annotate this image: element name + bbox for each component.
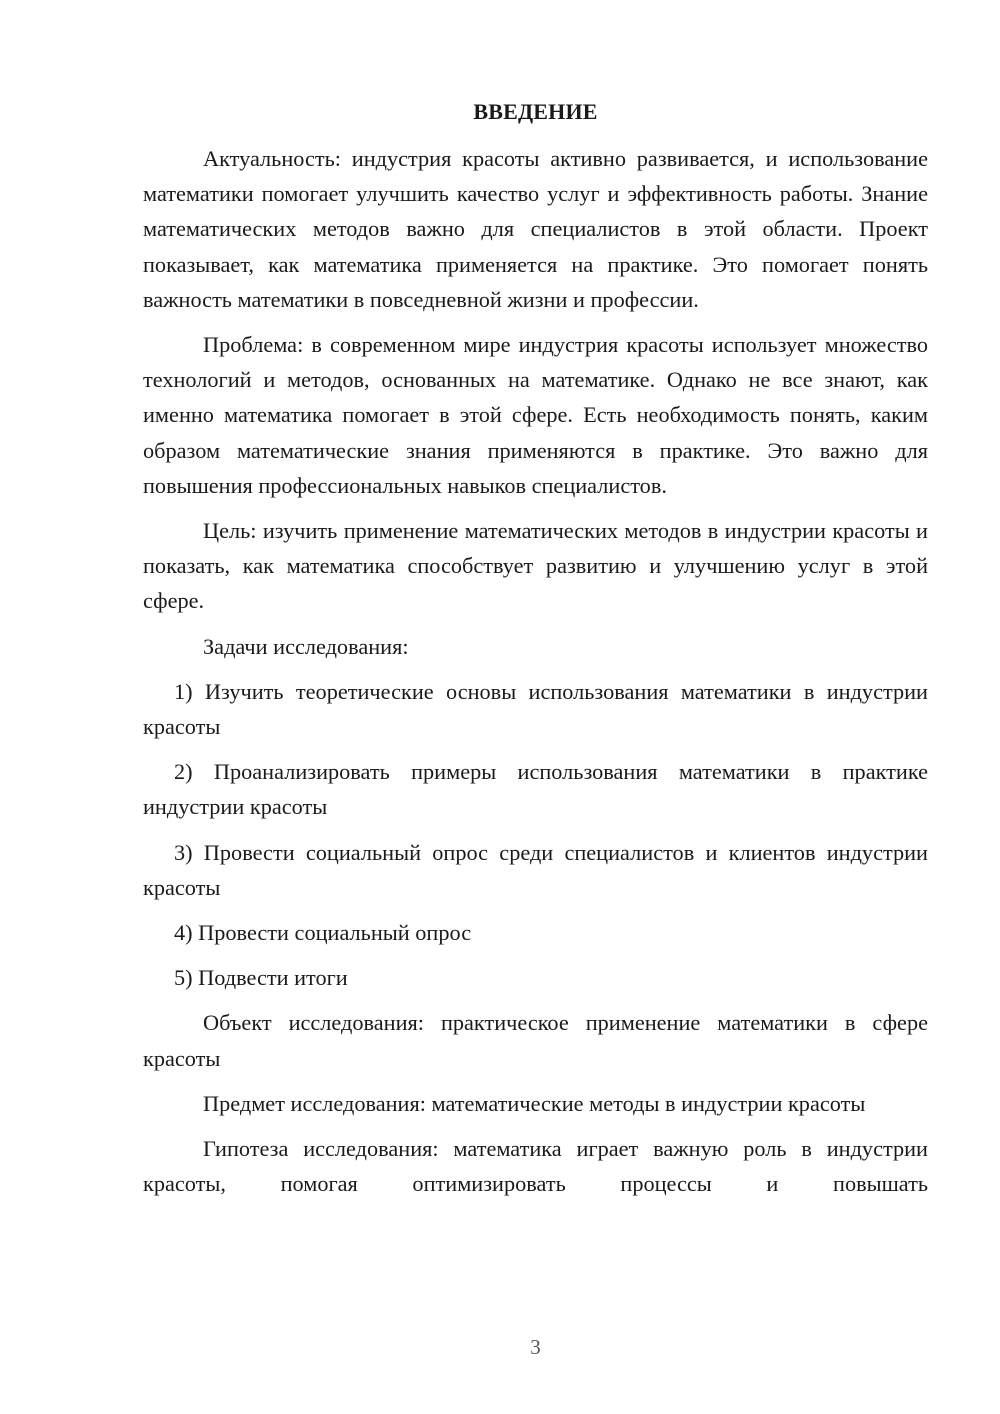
hypothesis-paragraph: Гипотеза исследования: математика играет важную роль в индустрии красоты, помогая оптимизировать процессы и повышать	[143, 1136, 928, 1197]
task-item-5: 5) Подвести итоги	[174, 965, 348, 991]
task-item-2: 2) Проанализировать примеры использования математики в практике индустрии красоты	[143, 759, 928, 820]
subject-paragraph: Предмет исследования: математические методы в индустрии красоты	[203, 1090, 866, 1116]
task-item-1: 1) Изучить теоретические основы использования математики в индустрии красоты	[143, 678, 928, 740]
relevance-paragraph: Актуальность: индустрия красоты активно развивается, и использование математики помогает улучшить качество услуг и эффективность работы. Знание математических методов важно для специалистов в этой области. Проект показывает, как математика применяется на практике. Это помогает понять важность математики в повседневной жизни и профессии.	[143, 146, 928, 312]
object-paragraph: Объект исследования: практическое применение математики в сфере красоты	[143, 1010, 928, 1071]
page-title: ВВЕДЕНИЕ	[473, 99, 598, 124]
problem-paragraph: Проблема: в современном мире индустрия красоты использует множество технологий и методов, основанных на математике. Однако не все знают, как именно математика помогает в этой сфере. Есть необходимость понять, каким образом математические знания применяются в практике. Это важно для повышения профессиональных навыков специалистов.	[143, 332, 928, 498]
document-body	[143, 141, 928, 1211]
task-item-3: 3) Провести социальный опрос среди специалистов и клиентов индустрии красоты	[143, 839, 928, 900]
tasks-heading: Задачи исследования:	[203, 633, 409, 659]
task-item-4: 4) Провести социальный опрос	[174, 920, 472, 946]
goal-paragraph: Цель: изучить применение математических методов в индустрии красоты и показать, как математика способствует развитию и улучшению услуг в этой сфере.	[143, 518, 928, 614]
page-number: 3	[530, 1335, 541, 1359]
